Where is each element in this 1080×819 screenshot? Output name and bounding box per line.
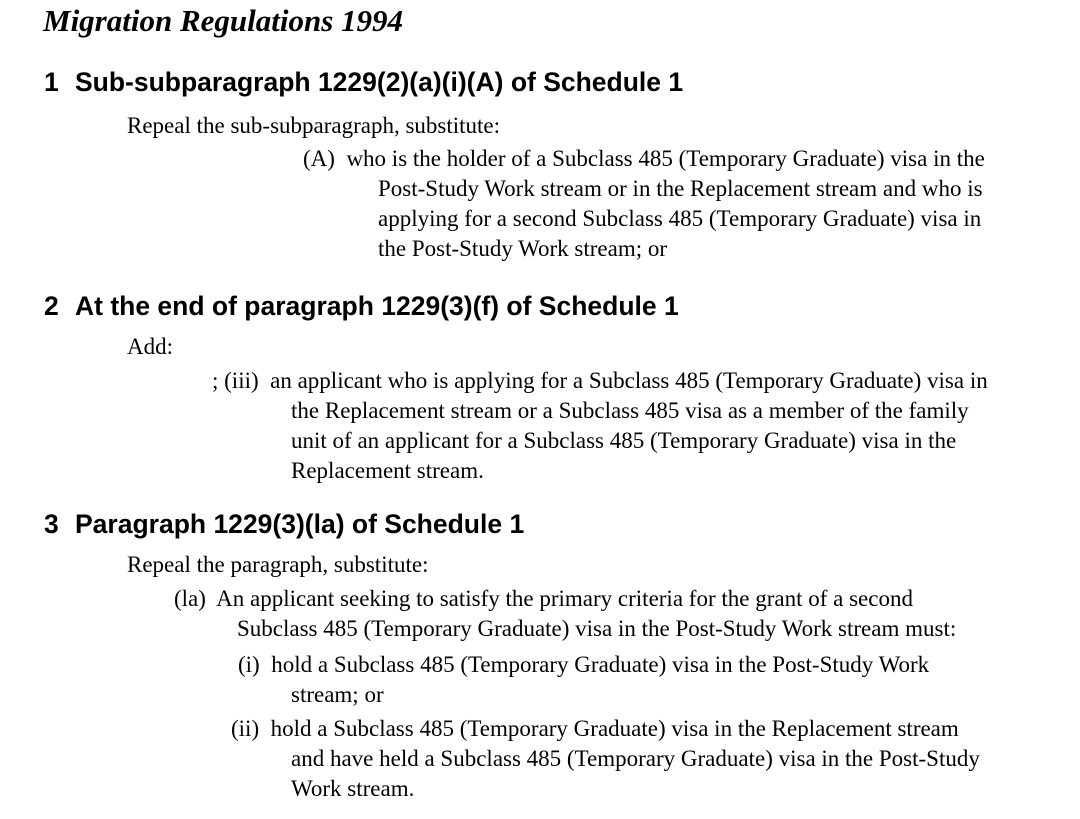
item-number: 1 [44,67,59,97]
item-number: 2 [44,291,59,321]
item-1-instruction: Repeal the sub-subparagraph, substitute: [127,113,501,138]
provision-label: ; (iii) [212,368,259,393]
provision-line: applying for a second Subclass 485 (Temporary Graduate) visa in [378,206,982,231]
item-heading-text: Sub-subparagraph 1229(2)(a)(i)(A) of Schedule 1 [75,67,684,97]
provision-first-line: (la) An applicant seeking to satisfy the primary criteria for the grant of a second [174,586,913,611]
provision-line: the Replacement stream or a Subclass 485 visa as a member of the family [291,398,969,423]
provision-label: (ii) [231,716,260,741]
provision-label: (la) [174,586,206,611]
item-3-provision-la [174,584,956,644]
provision-line: the Post-Study Work stream; or [378,236,668,261]
provision-line: Post-Study Work stream or in the Replacement stream and who is [378,176,983,201]
provision-label: (i) [238,652,260,677]
provision-line: Work stream. [291,776,415,801]
provision-first-line: (A) who is the holder of a Subclass 485 (Temporary Graduate) visa in the [303,146,985,171]
item-1-provision-A [303,144,985,264]
provision-label: (A) [303,146,335,171]
provision-line: stream; or [291,682,384,707]
item-2-heading [44,290,679,322]
item-3-provision-ii [231,714,980,804]
item-1-heading [44,66,683,98]
provision-line: Replacement stream. [291,458,484,483]
item-2-provision-iii [212,366,988,486]
provision-line: and have held a Subclass 485 (Temporary Graduate) visa in the Post-Study [291,746,980,771]
item-3-heading [44,508,524,540]
provision-first-line: (ii) hold a Subclass 485 (Temporary Graduate) visa in the Replacement stream [231,716,959,741]
item-number: 3 [44,509,59,539]
item-heading-text: At the end of paragraph 1229(3)(f) of Schedule 1 [75,291,679,321]
provision-first-line: ; (iii) an applicant who is applying for a Subclass 485 (Temporary Graduate) visa in [212,368,988,393]
item-3-instruction: Repeal the paragraph, substitute: [127,552,429,577]
item-2-instruction: Add: [127,334,173,359]
provision-line: Subclass 485 (Temporary Graduate) visa in the Post-Study Work stream must: [237,616,957,641]
item-heading-text: Paragraph 1229(3)(la) of Schedule 1 [75,509,525,539]
provision-line: unit of an applicant for a Subclass 485 (Temporary Graduate) visa in the [291,428,957,453]
provision-first-line: (i) hold a Subclass 485 (Temporary Graduate) visa in the Post-Study Work [238,652,930,677]
item-3-provision-i [238,650,929,710]
document-title: Migration Regulations 1994 [43,3,404,38]
